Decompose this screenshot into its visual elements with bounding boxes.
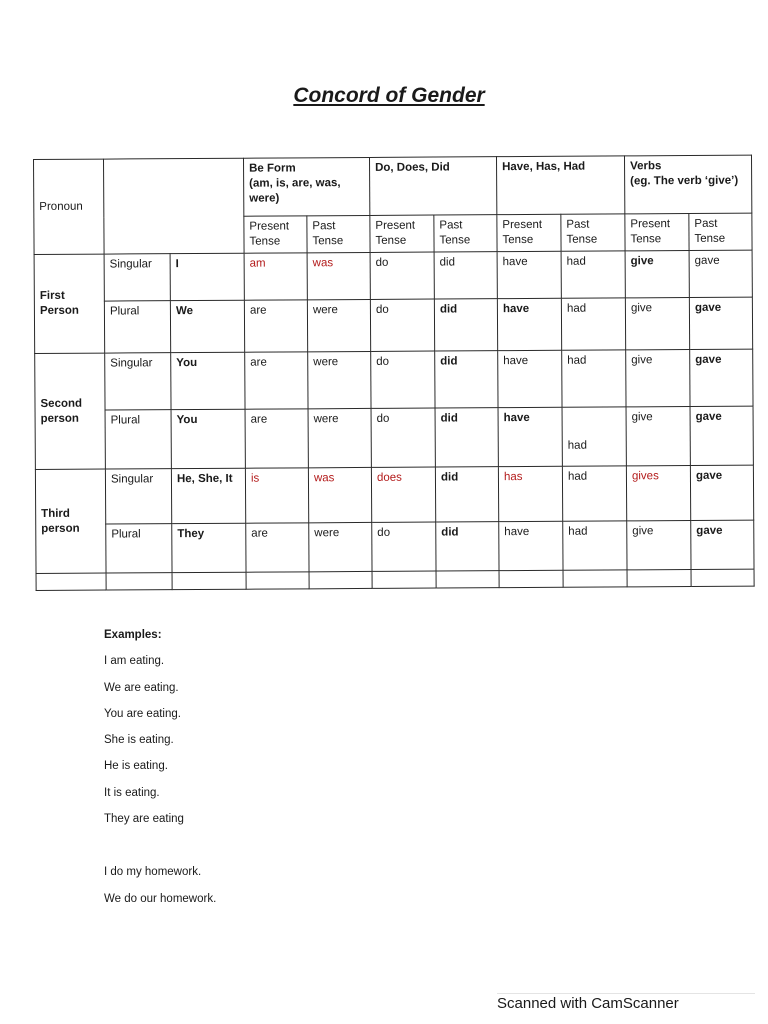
person-cell: Second person [35,353,106,469]
verb-cell: do [370,299,434,351]
person-cell: Third person [35,469,106,573]
verb-cell: gave [690,349,753,406]
table-row [34,250,752,301]
verb-cell: do [371,351,435,408]
person-cell: First Person [34,254,105,353]
verb-cell: had [562,407,626,466]
verb-cell: had [563,521,627,570]
past-tense-header: Past Tense [307,215,370,252]
pronoun-cell: He, She, It [171,468,245,523]
verb-cell: was [307,252,370,299]
table-row [35,465,753,524]
verb-cell: are [245,409,308,468]
empty-cell [246,572,309,589]
past-tense-header: Past Tense [561,214,625,251]
verb-cell: have [497,298,561,350]
verb-cell: do [371,408,435,467]
present-tense-header: Present Tense [625,213,689,250]
table-row [34,297,752,353]
empty-cell [372,571,436,588]
verb-cell: gave [689,250,752,297]
example-line: It is eating. [104,786,160,799]
number-cell: Plural [105,410,171,469]
blank-header [104,158,245,254]
verb-cell: has [498,466,562,521]
group-header: Be Form (am, is, are, was, were) [243,157,369,216]
verb-cell: is [245,468,308,523]
verb-cell: had [562,466,626,521]
example-line: You are eating. [104,707,181,720]
empty-cell [172,572,246,589]
examples-section [104,622,216,912]
verb-cell: gave [689,297,752,349]
verb-cell: did [435,351,498,408]
past-tense-header: Past Tense [689,213,752,250]
number-cell: Plural [104,301,170,353]
empty-cell [309,571,372,588]
verb-cell: have [498,407,562,466]
verb-cell: gave [691,520,754,569]
example-line: I am eating. [104,655,165,668]
page-title: Concord of Gender [293,84,485,107]
verb-cell: give [625,250,689,297]
empty-cell [499,570,563,587]
example-line: They are eating [104,813,184,826]
examples-heading: Examples: [104,629,162,641]
verb-cell: gives [626,465,690,520]
verb-cell: have [499,521,563,570]
example-line: We are eating. [104,681,179,694]
scanner-watermark: Scanned with CamScanner [497,993,755,1012]
group-header: Have, Has, Had [496,156,624,215]
verb-cell: gave [690,465,753,520]
verb-cell: did [436,522,499,571]
verb-cell: are [244,300,307,352]
verb-cell: have [498,350,562,407]
verb-cell: were [308,351,371,408]
verb-cell: did [435,467,498,522]
verb-cell: had [562,350,626,407]
pronoun-cell: I [170,253,244,300]
present-tense-header: Present Tense [370,215,434,252]
pronoun-cell: We [170,300,244,352]
pronoun-cell: They [172,523,246,572]
verb-cell: did [434,252,497,299]
verb-cell: was [308,467,371,522]
verb-cell: were [309,522,372,571]
verb-cell: do [370,252,434,299]
empty-cell [691,569,754,586]
empty-cell [106,573,172,590]
empty-cell [36,573,106,590]
number-cell: Singular [105,353,171,410]
group-header: Verbs (eg. The verb ‘give’) [624,155,751,214]
verb-cell: give [625,297,689,349]
table-row [36,520,754,573]
number-cell: Singular [104,254,170,301]
verb-cell: have [497,251,561,298]
empty-cell [627,569,691,586]
verb-cell: give [627,520,691,569]
group-header: Do, Does, Did [369,157,496,216]
verb-cell: do [372,522,436,571]
verb-cell: am [244,253,307,300]
present-tense-header: Present Tense [497,214,561,251]
pronoun-header: Pronoun [34,159,105,254]
verb-cell: give [626,349,690,406]
verb-cell: gave [690,406,753,465]
verb-cell: are [245,352,308,409]
pronoun-cell: You [171,409,245,468]
number-cell: Singular [105,469,171,524]
verb-cell: did [435,408,498,467]
verb-cell: had [561,251,625,298]
present-tense-header: Present Tense [244,216,307,253]
example-line: He is eating. [104,760,168,773]
verb-cell: are [246,523,309,572]
example-line: She is eating. [104,734,174,747]
verb-cell: were [307,299,370,351]
past-tense-header: Past Tense [434,215,497,252]
verb-cell: does [371,467,435,522]
pronoun-cell: You [171,352,245,409]
number-cell: Plural [106,524,172,573]
verb-cell: had [561,298,625,350]
table-row [35,349,753,410]
example-line: I do my homework. [104,866,202,879]
verb-cell: were [308,408,371,467]
table-row [35,406,753,469]
empty-cell [436,571,499,588]
concord-table [33,155,755,591]
verb-cell: did [434,299,497,351]
empty-cell [563,570,627,587]
example-line: We do our homework. [104,892,217,905]
verb-cell: give [626,406,690,465]
